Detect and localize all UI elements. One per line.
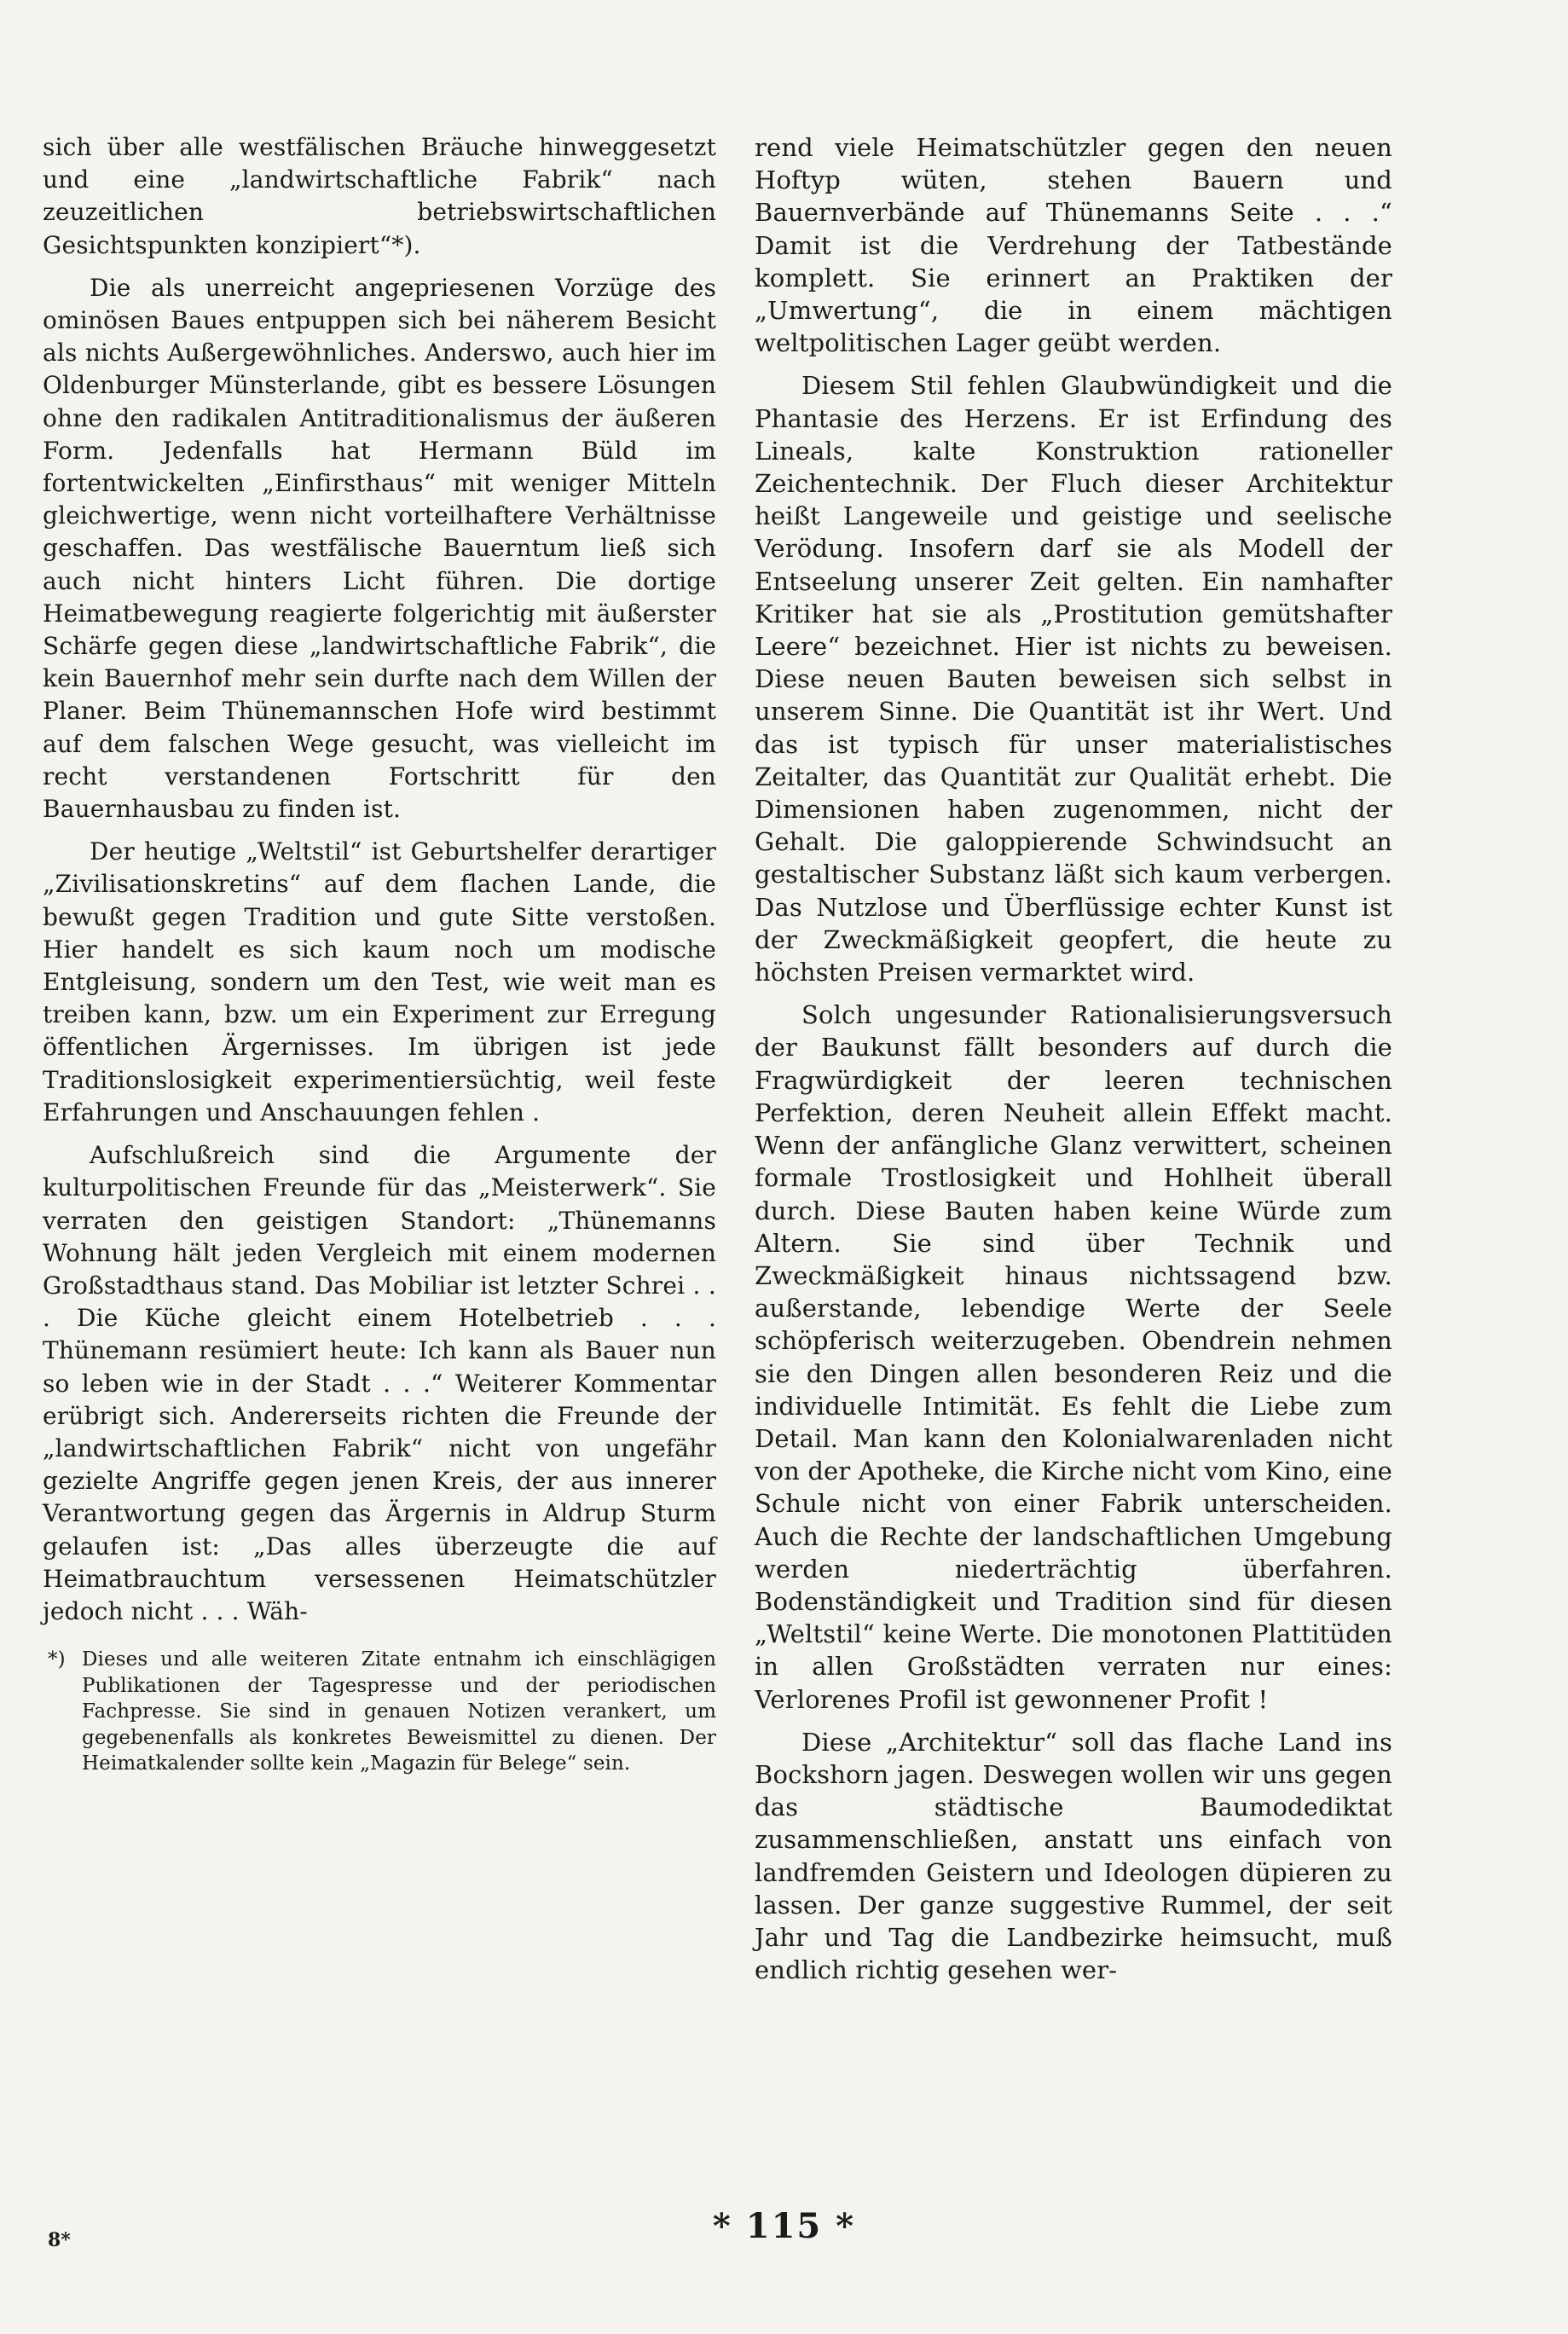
paragraph: rend viele Heimatschützler gegen den neuen Hoftyp wüten, stehen Bauern und Bauernverbände auf Thünemanns Seite . . .“ Damit ist die Verdrehung der Tatbestände komplett. Sie erinnert an Praktiken der „Umwertung“, die in einem mächtigen weltpolitischen Lager geübt werden. <box>755 133 1392 358</box>
paragraph: Der heutige „Weltstil“ ist Geburtshelfer derartiger „Zivilisationskretins“ auf dem flachen Lande, die bewußt gegen Tradition und gute Sitte verstoßen. Hier handelt es sich kaum noch um modische Entgleisung, sondern um den Test, wie weit man es treiben kann, bzw. um ein Experiment zur Erregung öffentlichen Ärgernisses. Im übrigen ist jede Traditionslosigkeit experimentiersüchtig, weil feste Erfahrungen und Anschauungen fehlen . <box>43 837 716 1126</box>
paragraph: Solch ungesunder Rationalisierungsversuch der Baukunst fällt besonders auf durch die Fragwürdigkeit der leeren technischen Perfektion, deren Neuheit allein Effekt macht. Wenn der anfängliche Glanz verwittert, scheinen formale Trostlosigkeit und Hohlheit überall durch. Diese Bauten haben keine Würde zum Altern. Sie sind über Technik und Zweckmäßigkeit hinaus nichtssagend bzw. außerstande, lebendige Werte der Seele schöpferisch weiterzugeben. Obendrein nehmen sie den Dingen allen besonderen Reiz und die individuelle Intimität. Es fehlt die Liebe zum Detail. Man kann den Kolonialwarenladen nicht von der Apotheke, die Kirche nicht vom Kino, eine Schule nicht von einer Fabrik unterscheiden. Auch die Rechte der landschaftlichen Umgebung werden niederträchtig überfahren. Bodenständigkeit und Tradition sind für diesen „Weltstil“ keine Werte. Die monotonen Plattitüden in allen Großstädten verraten nur eines: Verlorenes Profil ist gewonnener Profit ! <box>755 1000 1392 1714</box>
page-number: * 115 * <box>712 2206 856 2246</box>
paragraph: Die als unerreicht angepriesenen Vorzüge des ominösen Baues entpuppen sich bei näherem Besicht als nichts Außergewöhnliches. Anderswo, auch hier im Oldenburger Münsterlande, gibt es bessere Lösungen ohne den radikalen Antitraditionalismus der äußeren Form. Jedenfalls hat Hermann Büld im fortentwickelten „Einfirsthaus“ mit weniger Mitteln gleichwertige, wenn nicht vorteilhaftere Verhältnisse geschaffen. Das westfälische Bauerntum ließ sich auch nicht hinters Licht führen. Die dortige Heimatbewegung reagierte folgerichtig mit äußerster Schärfe gegen diese „landwirtschaftliche Fabrik“, die kein Bauernhof mehr sein durfte nach dem Willen der Planer. Beim Thünemannschen Hofe wird bestimmt auf dem falschen Wege gesucht, was vielleicht im recht verstandenen Fortschritt für den Bauernhausbau zu finden ist. <box>43 273 716 824</box>
left-column <box>43 131 716 1777</box>
footnote <box>43 1647 716 1777</box>
footnote-text: Dieses und alle weiteren Zitate entnahm ich einschlägigen Publikationen der Tagespresse und der periodischen Fachpresse. Sie sind in genauen Notizen verankert, um gegebenenfalls als konkretes Beweismittel zu dienen. Der Heimatkalender sollte kein „Magazin für Belege“ sein. <box>82 1648 716 1775</box>
right-column <box>755 131 1392 1996</box>
paragraph: sich über alle westfälischen Bräuche hinweggesetzt und eine „landwirtschaftliche Fabrik“ nach zeuzeitlichen betriebswirtschaftlichen Gesichtspunkten konzipiert“*). <box>43 133 716 259</box>
paragraph: Diese „Architektur“ soll das flache Land ins Bockshorn jagen. Deswegen wollen wir uns gegen das städtische Baumodediktat zusammenschließen, anstatt uns einfach von landfremden Geistern und Ideologen düpieren zu lassen. Der ganze suggestive Rummel, der seit Jahr und Tag die Landbezirke heimsucht, muß endlich richtig gesehen wer- <box>755 1727 1392 1985</box>
footnote-marker: *) <box>48 1648 66 1671</box>
paragraph: Diesem Stil fehlen Glaubwündigkeit und die Phantasie des Herzens. Er ist Erfindung des Lineals, kalte Konstruktion rationeller Zeichentechnik. Der Fluch dieser Architektur heißt Langeweile und geistige und seelische Verödung. Insofern darf sie als Modell der Entseelung unserer Zeit gelten. Ein namhafter Kritiker hat sie als „Prostitution gemütshafter Leere“ bezeichnet. Hier ist nichts zu beweisen. Diese neuen Bauten beweisen sich selbst in unserem Sinne. Die Quantität ist ihr Wert. Und das ist typisch für unser materialistisches Zeitalter, das Quantität zur Qualität erhebt. Die Dimensionen haben zugenommen, nicht der Gehalt. Die galoppierende Schwindsucht an gestaltischer Substanz läßt sich kaum verbergen. Das Nutzlose und Überflüssige echter Kunst ist der Zweckmäßigkeit geopfert, die heute zu höchsten Preisen vermarktet wird. <box>755 371 1392 987</box>
signature-mark: 8* <box>48 2229 71 2251</box>
paragraph: Aufschlußreich sind die Argumente der kulturpolitischen Freunde für das „Meisterwerk“. Sie verraten den geistigen Standort: „Thünemanns Wohnung hält jeden Vergleich mit einem modernen Großstadthaus stand. Das Mobiliar ist letzter Schrei . . . Die Küche gleicht einem Hotelbetrieb . . . Thünemann resümiert heute: Ich kann als Bauer nun so leben wie in der Stadt . . .“ Weiterer Kommentar erübrigt sich. Andererseits richten die Freunde der „landwirtschaftlichen Fabrik“ nicht von ungefähr gezielte Angriffe gegen jenen Kreis, der aus innerer Verantwortung gegen das Ärgernis in Aldrup Sturm gelaufen ist: „Das alles überzeugte die auf Heimatbrauchtum versessenen Heimatschützler jedoch nicht . . . Wäh- <box>43 1141 716 1625</box>
